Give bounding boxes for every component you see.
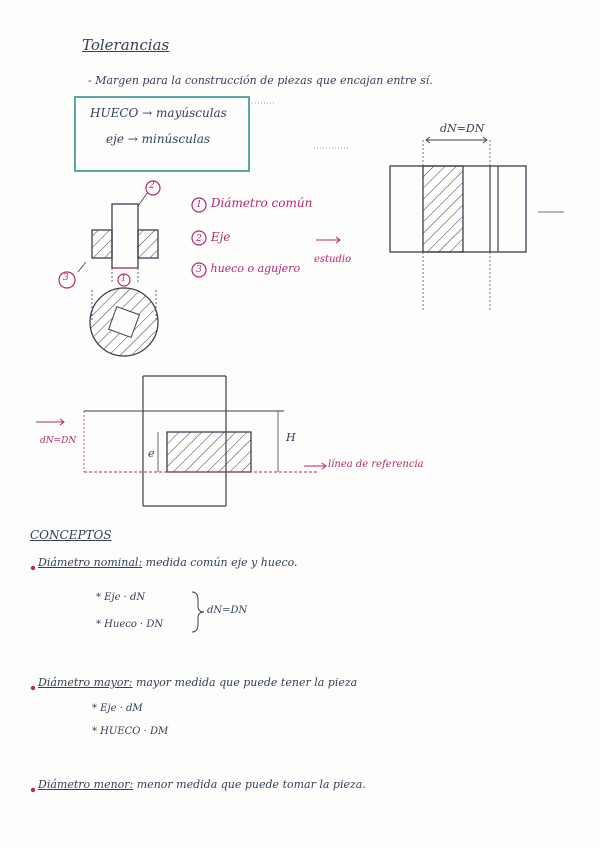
e-label: e bbox=[148, 447, 155, 460]
page-title: Tolerancias bbox=[82, 36, 170, 54]
concept-term: Diámetro mayor: bbox=[38, 676, 133, 689]
nominal-sub-hueco: * Hueco · DN bbox=[96, 619, 164, 630]
legend-item-1 bbox=[191, 196, 312, 210]
concept-term: Diámetro menor: bbox=[38, 778, 134, 791]
reference-line-label: línea de referencia bbox=[328, 459, 424, 470]
dn-top-label: dN=DN bbox=[440, 122, 485, 135]
legend-num-1: 1 bbox=[196, 200, 202, 210]
nominal-sub-eje: * Eje · dN bbox=[96, 592, 146, 603]
estudio-label: estudio bbox=[314, 254, 352, 265]
h-label: H bbox=[286, 431, 296, 444]
legend-num-3: 3 bbox=[196, 265, 202, 275]
nominal-note: dN=DN bbox=[207, 605, 248, 616]
callout-1-number: 1 bbox=[121, 274, 127, 283]
concept-mayor bbox=[30, 676, 357, 689]
concept-nominal bbox=[30, 556, 298, 569]
mayor-sub-hueco: * HUECO · DM bbox=[92, 726, 169, 737]
dn-left-label: dN=DN bbox=[40, 436, 77, 446]
legend-item-2 bbox=[191, 230, 230, 244]
concept-menor bbox=[30, 778, 366, 791]
brace bbox=[192, 592, 204, 632]
conceptos-heading: CONCEPTOS bbox=[30, 528, 112, 542]
mayor-sub-eje: * Eje · dM bbox=[92, 703, 143, 714]
box-line-eje: eje → minúsculas bbox=[106, 132, 211, 146]
concept-text: menor medida que puede tomar la pieza. bbox=[136, 778, 366, 791]
concept-text: mayor medida que puede tener la pieza bbox=[135, 676, 358, 689]
legend-num-2: 2 bbox=[196, 234, 202, 244]
callout-3-number: 3 bbox=[63, 273, 69, 283]
tolerance-drawing bbox=[36, 376, 326, 506]
box-line-hueco: HUECO → mayúsculas bbox=[90, 106, 227, 120]
callout-2-number: 2 bbox=[149, 181, 155, 191]
legend-item-3 bbox=[191, 262, 300, 275]
legend-label-3: hueco o agujero bbox=[210, 262, 301, 275]
legend-label-2: Eje bbox=[210, 230, 231, 244]
concept-text: medida común eje y hueco. bbox=[145, 556, 298, 569]
shaft-assembly-drawing bbox=[78, 192, 158, 356]
concept-term: Diámetro nominal: bbox=[38, 556, 143, 569]
intro-text: - Margen para la construcción de piezas que encajan entre sí. bbox=[88, 74, 433, 87]
legend-label-1: Diámetro común bbox=[210, 196, 313, 210]
